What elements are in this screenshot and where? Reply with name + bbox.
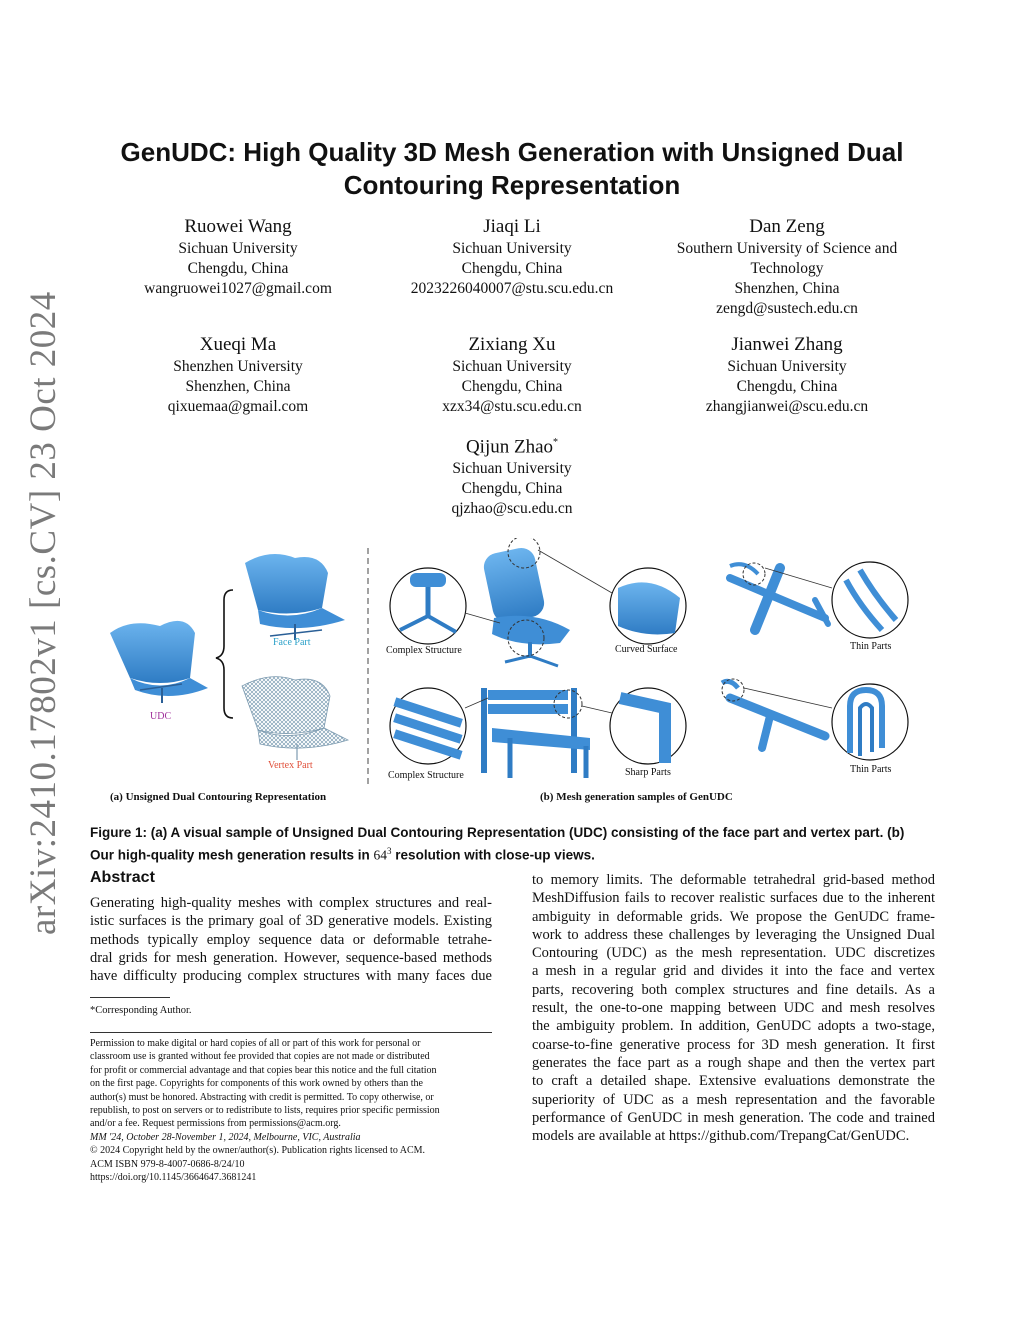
subcaption-a: (a) Unsigned Dual Contouring Representation <box>110 791 327 803</box>
author-affiliation: Southern University of Science and <box>676 240 898 257</box>
label-thin-parts-1: Thin Parts <box>850 641 892 652</box>
caption-line-2-pre: Our high-quality mesh generation results in <box>90 847 374 863</box>
abstract-line: MeshDiffusion fails to recover realistic surfaces due to the inherent <box>532 890 935 907</box>
footnote-corresponding-author: *Corresponding Author. <box>90 1005 192 1016</box>
author-location: Chengdu, China <box>461 260 563 277</box>
face-part-chair <box>245 554 345 640</box>
resolution-base: 64 <box>373 847 388 863</box>
author-email: qixuemaa@gmail.com <box>167 398 309 415</box>
office-chair <box>481 538 570 666</box>
abstract-line: istic surfaces is the primary goal of 3D generative models. Existing <box>90 913 492 930</box>
title-line-2: Contouring Representation <box>343 170 681 200</box>
author-name-text: Qijun Zhao <box>465 436 554 458</box>
abstract-line: work to address these challenges by leveraging the Unsigned Dual <box>532 926 935 943</box>
author-affiliation: Sichuan University <box>452 358 572 375</box>
label-sharp-parts: Sharp Parts <box>625 767 671 778</box>
permission-line: classroom use is granted without fee provided that copies are not made or distributed <box>90 1051 430 1063</box>
vertex-part-chair <box>242 677 348 760</box>
arxiv-identifier: arXiv:2410.17802v1 [cs.CV] 23 Oct 2024 <box>23 291 64 935</box>
author-affiliation: Sichuan University <box>452 240 572 257</box>
bench-chair <box>484 688 590 778</box>
author-name: Xueqi Ma <box>199 334 277 355</box>
abstract-line: coarse-to-fine generative process for 3D mesh generation. It first <box>532 1036 935 1053</box>
doi-link[interactable]: https://doi.org/10.1145/3664647.3681241 <box>90 1172 257 1184</box>
caption-line-1: Figure 1: (a) A visual sample of Unsigned Dual Contouring Representation (UDC) consisting of the face part and vertex part. (b) <box>90 825 905 840</box>
permission-line: on the first page. Copyrights for components of this work owned by others than the <box>90 1078 423 1090</box>
resolution-exponent: 3 <box>387 846 392 856</box>
figure-caption <box>90 823 940 865</box>
gun <box>722 679 825 748</box>
author-email: zengd@sustech.edu.cn <box>716 300 858 317</box>
airplane <box>730 563 828 630</box>
closeup-complex-structure-1 <box>390 568 500 644</box>
author-block <box>362 431 662 519</box>
abstract-line: superiority of UDC as a mesh representation and the favorable <box>532 1091 935 1108</box>
author-name <box>362 431 662 459</box>
permission-divider <box>90 1032 492 1033</box>
permission-block <box>90 1037 492 1184</box>
abstract-line: the ambiguity problem. In addition, GenUDC adopts a two-stage, <box>532 1018 935 1035</box>
abstract-line: Generating high-quality meshes with complex structures and real- <box>90 895 492 911</box>
author-block <box>637 215 937 319</box>
abstract-line: dral grids for mesh generation. However, sequence-based methods <box>90 949 492 966</box>
permission-line: republish, to post on servers or to redistribute to lists, requires prior specific permission <box>90 1105 440 1117</box>
subcaption-b: (b) Mesh generation samples of GenUDC <box>540 791 733 803</box>
author-location: Shenzhen, China <box>734 280 840 297</box>
author-affiliation: Sichuan University <box>178 240 298 257</box>
author-location: Chengdu, China <box>736 378 838 395</box>
author-email: qjzhao@scu.edu.cn <box>451 500 573 518</box>
abstract-line: to craft a detailed shape. Extensive evaluations demonstrate the <box>532 1073 935 1090</box>
author-block <box>637 333 937 417</box>
closeup-sharp-parts <box>582 688 686 764</box>
label-thin-parts-2: Thin Parts <box>850 764 892 775</box>
abstract-line: Contouring (UDC) as the mesh representation. UDC discretizes <box>532 945 935 962</box>
permission-line: for profit or commercial advantage and that copies bear this notice and the full citation <box>90 1064 437 1076</box>
corresponding-mark: * <box>553 437 559 448</box>
author-email: wangruowei1027@gmail.com <box>144 280 332 297</box>
permission-line: Permission to make digital or hard copies of all or part of this work for personal or <box>90 1038 421 1049</box>
abstract-line: ambiguity in deformable grids. We propose the GenUDC frame- <box>532 908 935 925</box>
abstract-line: models are available at https://github.com/TrepangCat/GenUDC. <box>532 1128 910 1145</box>
footnote-divider <box>90 997 170 998</box>
label-curved-surface: Curved Surface <box>615 644 678 655</box>
author-location: Shenzhen, China <box>185 378 291 395</box>
author-email: zhangjianwei@scu.edu.cn <box>705 398 869 415</box>
abstract-left-column <box>90 894 492 985</box>
author-location: Chengdu, China <box>461 480 563 498</box>
abstract-right-column <box>532 871 935 1145</box>
conference-info: MM '24, October 28-November 1, 2024, Melbourne, VIC, Australia <box>90 1131 361 1143</box>
label-vertex-part: Vertex Part <box>268 760 313 771</box>
figure-illustration <box>90 538 940 813</box>
author-affiliation: Sichuan University <box>727 358 847 375</box>
author-location: Chengdu, China <box>461 378 563 395</box>
author-location: Chengdu, China <box>187 260 289 277</box>
author-name: Dan Zeng <box>749 216 825 237</box>
caption-line-2-post: resolution with close-up views. <box>391 847 595 863</box>
author-name: Zixiang Xu <box>468 334 556 355</box>
author-affiliation: Shenzhen University <box>173 358 303 375</box>
abstract-line: performance of GenUDC in mesh generation. The code and trained <box>532 1109 935 1126</box>
caption-line-2 <box>90 842 940 865</box>
brace-divider <box>216 590 233 718</box>
abstract-line: have difficulty producing complex structures with many faces due <box>90 968 492 985</box>
author-email: xzx34@stu.scu.edu.cn <box>442 398 582 415</box>
author-block <box>362 333 662 417</box>
abstract-line: parts, recovering both complex structures and fine details. As a <box>532 981 935 998</box>
author-affiliation: Technology <box>750 260 824 277</box>
author-affiliation: Sichuan University <box>452 460 572 478</box>
label-complex-structure-1: Complex Structure <box>386 645 462 656</box>
abstract-line: generates the face part as a rough shape and then the vertex part <box>532 1054 935 1071</box>
copyright-notice: © 2024 Copyright held by the owner/author(s). Publication rights licensed to ACM. <box>90 1145 426 1157</box>
permission-line: and/or a fee. Request permissions from permissions@acm.org. <box>90 1118 341 1130</box>
author-email: 2023226040007@stu.scu.edu.cn <box>410 280 614 297</box>
author-block <box>362 215 662 299</box>
label-complex-structure-2: Complex Structure <box>388 770 464 781</box>
figure-1 <box>90 538 940 813</box>
title-line-1: GenUDC: High Quality 3D Mesh Generation with Unsigned Dual <box>120 137 904 167</box>
permission-line: author(s) must be honored. Abstracting with credit is permitted. To copy otherwise, or <box>90 1091 434 1103</box>
isbn: ACM ISBN 979-8-4007-0686-8/24/10 <box>90 1158 245 1170</box>
author-name: Jiaqi Li <box>483 216 541 237</box>
author-block <box>88 215 388 299</box>
closeup-complex-structure-2 <box>390 688 488 764</box>
author-name: Jianwei Zhang <box>731 334 843 355</box>
abstract-line: to memory limits. The deformable tetrahedral grid-based method <box>532 872 935 888</box>
abstract-line: result, the one-to-one mapping between UDC and mesh resolves <box>532 1000 935 1017</box>
paper-title <box>80 136 944 202</box>
abstract-line: methods typically employ sequence data or deformable tetrahe- <box>90 931 492 948</box>
author-block <box>88 333 388 417</box>
label-udc: UDC <box>150 711 172 722</box>
abstract-line: a mesh in a regular grid and divides it into the face and vertex <box>532 963 935 980</box>
udc-chair <box>110 621 208 703</box>
abstract-heading: Abstract <box>90 869 155 886</box>
author-name: Ruowei Wang <box>184 216 292 237</box>
label-face-part: Face Part <box>273 637 311 648</box>
